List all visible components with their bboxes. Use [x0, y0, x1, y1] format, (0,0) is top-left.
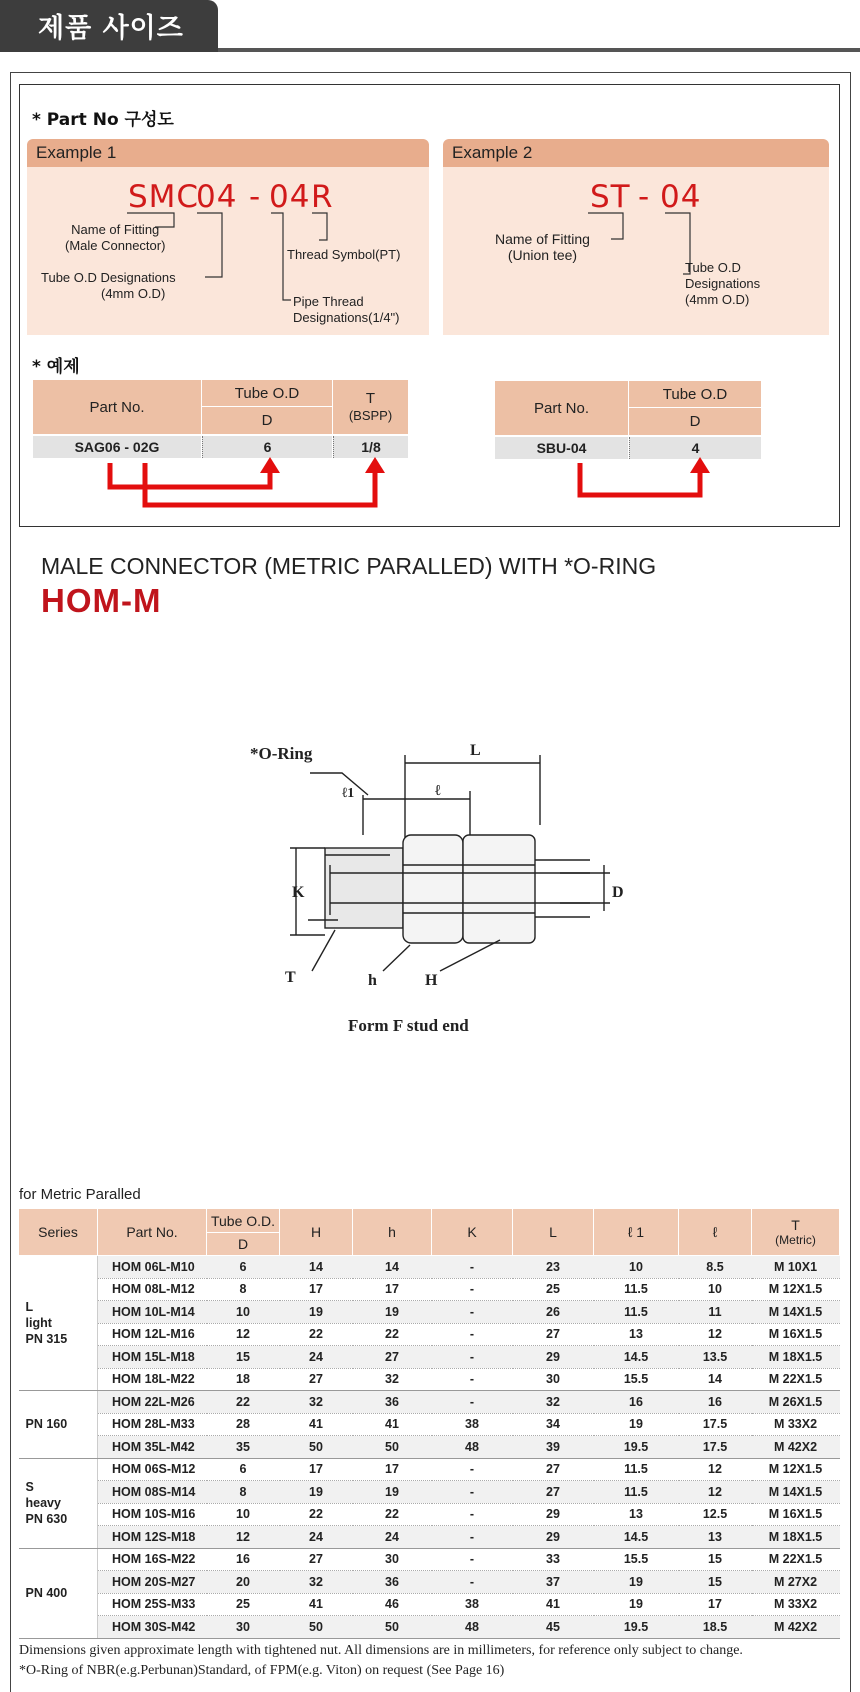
- value-cell: 19: [594, 1413, 679, 1436]
- value-cell: 16: [679, 1391, 752, 1414]
- value-cell: 39: [513, 1436, 594, 1459]
- value-cell: 19.5: [594, 1616, 679, 1639]
- th-H: H: [280, 1209, 353, 1256]
- example1-code-smc: SMC: [128, 179, 200, 215]
- label-h: h: [368, 972, 377, 989]
- value-cell: 11.5: [594, 1481, 679, 1504]
- value-cell: 12.5: [679, 1503, 752, 1526]
- value-cell: 19: [353, 1481, 432, 1504]
- sample1-partno: SAG06 - 02G: [33, 436, 201, 458]
- part-number-cell: HOM 30S-M42: [98, 1616, 207, 1639]
- value-cell: 18: [207, 1368, 280, 1391]
- series-cell: L light PN 315: [19, 1256, 98, 1391]
- part-number-cell: HOM 06L-M10: [98, 1256, 207, 1279]
- ex2-name-fitting: Name of Fitting (Union tee): [495, 231, 590, 263]
- value-cell: 10: [594, 1256, 679, 1279]
- value-cell: 12: [207, 1323, 280, 1346]
- value-cell: 14.5: [594, 1346, 679, 1369]
- product-code: HOM-M: [41, 582, 162, 619]
- value-cell: 30: [353, 1548, 432, 1571]
- value-cell: 32: [513, 1391, 594, 1414]
- drawing-caption: Form F stud end: [348, 1016, 469, 1035]
- value-cell: 11.5: [594, 1278, 679, 1301]
- value-cell: 46: [353, 1593, 432, 1616]
- spec-body: [19, 1256, 840, 1639]
- value-cell: 10: [679, 1278, 752, 1301]
- part-number-cell: HOM 35L-M42: [98, 1436, 207, 1459]
- value-cell: 11.5: [594, 1458, 679, 1481]
- table-row: [19, 1548, 840, 1571]
- label-oring: *O-Ring: [250, 744, 313, 763]
- footnote-dimensions: Dimensions given approximate length with tightened nut. All dimensions are in millimeters, for reference only subject to change.: [19, 1643, 743, 1658]
- page-title: 제품 사이즈: [38, 13, 184, 44]
- sample1-col-d: D: [202, 407, 332, 434]
- value-cell: 17: [280, 1278, 353, 1301]
- value-cell: 33: [513, 1548, 594, 1571]
- value-cell: 6: [207, 1256, 280, 1279]
- value-cell: M 12X1.5: [752, 1278, 840, 1301]
- example-heading: * 예제: [32, 357, 80, 377]
- value-cell: 25: [207, 1593, 280, 1616]
- value-cell: M 22X1.5: [752, 1368, 840, 1391]
- value-cell: 48: [432, 1436, 513, 1459]
- value-cell: 20: [207, 1571, 280, 1594]
- part-number-cell: HOM 12S-M18: [98, 1526, 207, 1549]
- value-cell: 17: [679, 1593, 752, 1616]
- value-cell: 18.5: [679, 1616, 752, 1639]
- value-cell: 32: [280, 1571, 353, 1594]
- value-cell: M 33X2: [752, 1593, 840, 1616]
- sample1-col-partno: Part No.: [33, 380, 201, 434]
- dim-L: L: [470, 742, 481, 759]
- th-L: L: [513, 1209, 594, 1256]
- value-cell: 32: [280, 1391, 353, 1414]
- th-T: T (Metric): [752, 1209, 840, 1256]
- value-cell: 30: [207, 1616, 280, 1639]
- value-cell: 27: [280, 1548, 353, 1571]
- table-row: [19, 1323, 840, 1346]
- value-cell: 8: [207, 1278, 280, 1301]
- value-cell: 14: [353, 1256, 432, 1279]
- value-cell: 11: [679, 1301, 752, 1324]
- value-cell: 22: [207, 1391, 280, 1414]
- part-number-cell: HOM 16S-M22: [98, 1548, 207, 1571]
- value-cell: 22: [353, 1323, 432, 1346]
- value-cell: -: [432, 1503, 513, 1526]
- value-cell: 38: [432, 1593, 513, 1616]
- value-cell: 10: [207, 1503, 280, 1526]
- value-cell: 19.5: [594, 1436, 679, 1459]
- table-row: [19, 1526, 840, 1549]
- part-number-cell: HOM 25S-M33: [98, 1593, 207, 1616]
- table-row: [19, 1616, 840, 1639]
- part-number-cell: HOM 12L-M16: [98, 1323, 207, 1346]
- value-cell: 27: [513, 1481, 594, 1504]
- value-cell: 24: [280, 1346, 353, 1369]
- value-cell: -: [432, 1368, 513, 1391]
- value-cell: 13: [594, 1323, 679, 1346]
- value-cell: 10: [207, 1301, 280, 1324]
- product-title: MALE CONNECTOR (METRIC PARALLED) WITH *O-RING: [41, 553, 657, 579]
- ex1-name-fitting: Name of Fitting (Male Connector): [65, 222, 166, 253]
- value-cell: 41: [280, 1593, 353, 1616]
- series-cell: S heavy PN 630: [19, 1458, 98, 1548]
- value-cell: 29: [513, 1346, 594, 1369]
- value-cell: 19: [280, 1301, 353, 1324]
- sample1-col-t: T (BSPP): [333, 380, 408, 434]
- value-cell: 12: [679, 1481, 752, 1504]
- value-cell: M 27X2: [752, 1571, 840, 1594]
- value-cell: 26: [513, 1301, 594, 1324]
- sample2-partno: SBU-04: [495, 437, 628, 459]
- table-row: [19, 1503, 840, 1526]
- table-row: [19, 1481, 840, 1504]
- label-H: H: [425, 972, 438, 989]
- value-cell: 24: [280, 1526, 353, 1549]
- sample2-col-d: D: [629, 408, 761, 435]
- value-cell: 8.5: [679, 1256, 752, 1279]
- example2-code-dash: -: [638, 179, 651, 215]
- value-cell: M 16X1.5: [752, 1503, 840, 1526]
- value-cell: M 18X1.5: [752, 1346, 840, 1369]
- value-cell: M 42X2: [752, 1616, 840, 1639]
- value-cell: 25: [513, 1278, 594, 1301]
- value-cell: 48: [432, 1616, 513, 1639]
- part-number-cell: HOM 10L-M14: [98, 1301, 207, 1324]
- example1-code-04b: 04: [269, 179, 311, 215]
- example2-code-04: 04: [660, 179, 702, 215]
- value-cell: 17.5: [679, 1413, 752, 1436]
- table-row: [19, 1278, 840, 1301]
- value-cell: 41: [353, 1413, 432, 1436]
- value-cell: 15: [679, 1548, 752, 1571]
- value-cell: 41: [280, 1413, 353, 1436]
- value-cell: 24: [353, 1526, 432, 1549]
- value-cell: -: [432, 1571, 513, 1594]
- example2-header: Example 2: [443, 139, 829, 167]
- value-cell: M 14X1.5: [752, 1301, 840, 1324]
- table-row: [19, 1391, 840, 1414]
- spec-table: [18, 1208, 840, 1639]
- table-row: [19, 1368, 840, 1391]
- value-cell: -: [432, 1458, 513, 1481]
- value-cell: 17: [353, 1278, 432, 1301]
- series-cell: PN 400: [19, 1548, 98, 1638]
- value-cell: -: [432, 1526, 513, 1549]
- value-cell: 22: [280, 1323, 353, 1346]
- value-cell: 29: [513, 1526, 594, 1549]
- th-tube: Tube O.D.: [207, 1209, 280, 1233]
- value-cell: 50: [353, 1436, 432, 1459]
- value-cell: 27: [353, 1346, 432, 1369]
- value-cell: 19: [594, 1593, 679, 1616]
- value-cell: 19: [280, 1481, 353, 1504]
- value-cell: -: [432, 1548, 513, 1571]
- th-K: K: [432, 1209, 513, 1256]
- value-cell: -: [432, 1481, 513, 1504]
- example1-code-dash: -: [249, 179, 262, 215]
- value-cell: 50: [280, 1436, 353, 1459]
- value-cell: 17.5: [679, 1436, 752, 1459]
- sample1-d: 6: [202, 436, 332, 458]
- value-cell: 32: [353, 1368, 432, 1391]
- value-cell: 50: [280, 1616, 353, 1639]
- th-d: D: [207, 1233, 280, 1256]
- spec-caption: for Metric Paralled: [19, 1186, 141, 1203]
- value-cell: 15: [207, 1346, 280, 1369]
- ex1-pipe-thread: Pipe Thread Designations(1/4"): [293, 294, 400, 325]
- value-cell: M 42X2: [752, 1436, 840, 1459]
- fitting-drawing: [250, 735, 640, 1045]
- value-cell: 36: [353, 1391, 432, 1414]
- table-row: [19, 1256, 840, 1279]
- th-l: ℓ: [679, 1209, 752, 1256]
- th-h: h: [353, 1209, 432, 1256]
- part-number-cell: HOM 28L-M33: [98, 1413, 207, 1436]
- th-partno: Part No.: [98, 1209, 207, 1256]
- value-cell: -: [432, 1256, 513, 1279]
- sample1-arrows: [90, 455, 390, 515]
- value-cell: 17: [280, 1458, 353, 1481]
- table-row: [19, 1593, 840, 1616]
- part-number-cell: HOM 10S-M16: [98, 1503, 207, 1526]
- value-cell: 34: [513, 1413, 594, 1436]
- value-cell: -: [432, 1391, 513, 1414]
- value-cell: -: [432, 1301, 513, 1324]
- dim-l1: ℓ1: [342, 786, 355, 801]
- sample2-d: 4: [629, 437, 761, 459]
- value-cell: 12: [679, 1458, 752, 1481]
- value-cell: 6: [207, 1458, 280, 1481]
- value-cell: 22: [280, 1503, 353, 1526]
- table-row: [19, 1301, 840, 1324]
- example1-header: Example 1: [27, 139, 429, 167]
- value-cell: 13: [679, 1526, 752, 1549]
- part-number-cell: HOM 08L-M12: [98, 1278, 207, 1301]
- value-cell: 27: [280, 1368, 353, 1391]
- dim-K: K: [292, 884, 305, 901]
- value-cell: 41: [513, 1593, 594, 1616]
- value-cell: 15.5: [594, 1368, 679, 1391]
- part-no-heading: * Part No 구성도: [32, 110, 174, 130]
- part-number-cell: HOM 18L-M22: [98, 1368, 207, 1391]
- value-cell: 12: [679, 1323, 752, 1346]
- value-cell: -: [432, 1278, 513, 1301]
- value-cell: M 14X1.5: [752, 1481, 840, 1504]
- value-cell: 30: [513, 1368, 594, 1391]
- value-cell: 14: [280, 1256, 353, 1279]
- value-cell: 23: [513, 1256, 594, 1279]
- sample1-col-tube: Tube O.D: [202, 380, 332, 406]
- table-row: [19, 1413, 840, 1436]
- value-cell: 16: [207, 1548, 280, 1571]
- value-cell: 27: [513, 1458, 594, 1481]
- value-cell: 13: [594, 1503, 679, 1526]
- value-cell: 36: [353, 1571, 432, 1594]
- value-cell: 35: [207, 1436, 280, 1459]
- value-cell: 19: [594, 1571, 679, 1594]
- value-cell: 16: [594, 1391, 679, 1414]
- value-cell: 28: [207, 1413, 280, 1436]
- part-number-cell: HOM 06S-M12: [98, 1458, 207, 1481]
- value-cell: M 33X2: [752, 1413, 840, 1436]
- example1-code-04a: 04: [196, 179, 238, 215]
- example2-code-st: ST: [590, 179, 631, 215]
- value-cell: M 16X1.5: [752, 1323, 840, 1346]
- value-cell: 50: [353, 1616, 432, 1639]
- example1-code-r: R: [311, 179, 334, 215]
- th-l1: ℓ 1: [594, 1209, 679, 1256]
- sample1-t: 1/8: [333, 436, 408, 458]
- value-cell: 8: [207, 1481, 280, 1504]
- value-cell: 22: [353, 1503, 432, 1526]
- part-number-cell: HOM 08S-M14: [98, 1481, 207, 1504]
- value-cell: -: [432, 1346, 513, 1369]
- value-cell: 27: [513, 1323, 594, 1346]
- value-cell: 29: [513, 1503, 594, 1526]
- part-number-cell: HOM 15L-M18: [98, 1346, 207, 1369]
- value-cell: 19: [353, 1301, 432, 1324]
- value-cell: -: [432, 1323, 513, 1346]
- ex1-tube-od: Tube O.D Designations (4mm O.D): [41, 270, 176, 301]
- value-cell: M 12X1.5: [752, 1458, 840, 1481]
- value-cell: M 22X1.5: [752, 1548, 840, 1571]
- value-cell: 37: [513, 1571, 594, 1594]
- series-cell: PN 160: [19, 1391, 98, 1459]
- table-row: [19, 1346, 840, 1369]
- value-cell: 14.5: [594, 1526, 679, 1549]
- value-cell: 12: [207, 1526, 280, 1549]
- value-cell: 17: [353, 1458, 432, 1481]
- sample2-col-tube: Tube O.D: [629, 381, 761, 407]
- label-T: T: [285, 969, 296, 986]
- value-cell: 38: [432, 1413, 513, 1436]
- table-row: [19, 1458, 840, 1481]
- value-cell: M 10X1: [752, 1256, 840, 1279]
- footnote-oring: *O-Ring of NBR(e.g.Perbunan)Standard, of FPM(e.g. Viton) on request (See Page 16): [19, 1663, 505, 1678]
- sample2-arrows: [560, 455, 720, 505]
- sample2-col-partno: Part No.: [495, 381, 628, 435]
- ex1-thread-symbol: Thread Symbol(PT): [287, 247, 401, 262]
- part-number-cell: HOM 22L-M26: [98, 1391, 207, 1414]
- ex2-tube-od: Tube O.D Designations (4mm O.D): [685, 260, 761, 307]
- table-row: [19, 1571, 840, 1594]
- value-cell: 15: [679, 1571, 752, 1594]
- dim-l: ℓ: [435, 783, 441, 799]
- value-cell: 13.5: [679, 1346, 752, 1369]
- dim-D: D: [612, 884, 624, 901]
- value-cell: M 26X1.5: [752, 1391, 840, 1414]
- table-row: [19, 1436, 840, 1459]
- value-cell: M 18X1.5: [752, 1526, 840, 1549]
- value-cell: 11.5: [594, 1301, 679, 1324]
- part-number-cell: HOM 20S-M27: [98, 1571, 207, 1594]
- th-series: Series: [19, 1209, 98, 1256]
- value-cell: 15.5: [594, 1548, 679, 1571]
- value-cell: 14: [679, 1368, 752, 1391]
- value-cell: 45: [513, 1616, 594, 1639]
